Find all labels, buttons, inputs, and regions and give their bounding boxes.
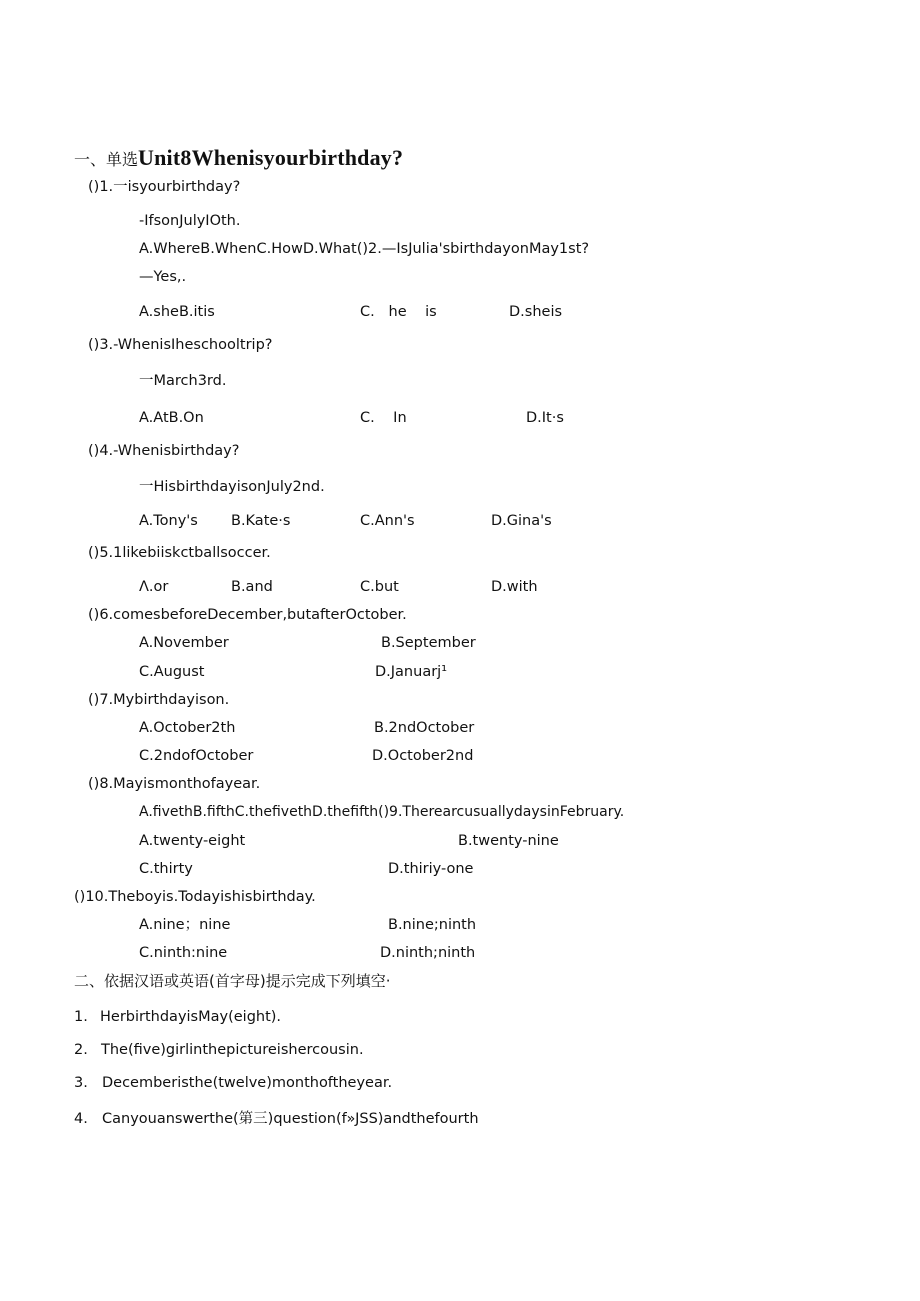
question-9-option-a: A.twenty-eight [139,833,246,849]
question-3-option-c: C. In [360,410,407,426]
question-6-stem: ()6.comesbeforeDecember,butafterOctober. [88,607,407,623]
fill-item-number: 1. [74,1009,88,1025]
question-4-stem: ()4.-Whenisbirthday? [88,443,240,459]
question-7-option-b: B.2ndOctober [374,720,475,736]
fill-item-4 [74,1110,479,1128]
question-5-option-d: D.with [491,579,538,595]
question-9-option-c: C.thirty [139,861,193,877]
question-4-option-a: A.Tony's [139,513,198,529]
question-9-option-d: D.thiriy-one [388,861,474,877]
question-7-stem: ()7.Mybirthdayison. [88,692,230,708]
fill-item-number: 2. [74,1042,88,1058]
question-10-stem: ()10.Theboyis.Todayishisbirthday. [74,889,316,905]
fill-item-text: HerbirthdayisMay(eight). [100,1009,282,1025]
question-7-option-a: A.October2th [139,720,236,736]
section1-heading [74,145,403,173]
fill-item-number: 4. [74,1111,88,1127]
question-4-option-b: B.Kate·s [231,513,291,529]
question-7-option-d: D.October2nd [372,748,474,764]
question-5-stem: ()5.1likebiiskctballsoccer. [88,545,271,561]
question-7-option-c: C.2ndofOctober [139,748,254,764]
question-2-option-a: A.sheB.itis [139,304,215,320]
question-9-option-b: B.twenty-nine [458,833,559,849]
section1-title: Unit8Whenisyourbirthday? [138,145,404,170]
question-3-answer: 一March3rd. [139,373,227,389]
section1-prefix: 一、单选 [74,150,139,169]
question-4-option-d: D.Gina's [491,513,552,529]
question-8-options: A.fivethB.fifthC.thefivethD.thefifth()9.TherearcusuallydaysinFebruary. [139,804,625,820]
question-5-option-c: C.but [360,579,399,595]
question-10-option-a: A.nine；nine [139,917,231,933]
question-6-option-b: B.September [381,635,476,651]
question-6-option-d: D.Januarj¹ [375,664,448,680]
fill-item-1 [74,1008,282,1026]
fill-item-text: The(five)girlinthepictureishercousin. [101,1042,364,1058]
question-6-option-c: C.August [139,664,205,680]
question-1-stem: ()1.一isyourbirthday? [88,179,241,195]
fill-item-number: 3. [74,1075,88,1091]
question-5-option-a: Λ.or [139,579,169,595]
fill-item-text: Canyouanswerthe(第三)question(f»JSS)andthefourth [102,1111,479,1127]
question-6-option-a: A.November [139,635,229,651]
question-3-stem: ()3.-WhenisIheschooltrip? [88,337,273,353]
question-10-option-b: B.nine;ninth [388,917,477,933]
question-4-answer: 一HisbirthdayisonJuly2nd. [139,479,325,495]
question-1-options: A.WhereB.WhenC.HowD.What()2.—IsJulia'sbirthdayonMay1st? [139,241,590,257]
question-8-stem: ()8.Mayismonthofayear. [88,776,261,792]
question-3-option-d: D.It·s [526,410,564,426]
question-1-answer: -IfsonJulyIOth. [139,213,241,229]
question-10-option-d: D.ninth;ninth [380,945,476,961]
section2-heading: 二、依据汉语或英语(首字母)提示完成下列填空· [74,972,391,990]
question-2-option-d: D.sheis [509,304,563,320]
fill-item-2 [74,1041,364,1059]
fill-item-3 [74,1074,393,1092]
fill-item-text: Decemberisthe(twelve)monthoftheyear. [102,1075,393,1091]
question-2-option-c: C. he is [360,304,437,320]
question-10-option-c: C.ninth:nine [139,945,228,961]
question-5-option-b: B.and [231,579,273,595]
question-3-option-a: A.AtB.On [139,410,204,426]
question-2-answer: —Yes,. [139,269,187,285]
question-4-option-c: C.Ann's [360,513,415,529]
